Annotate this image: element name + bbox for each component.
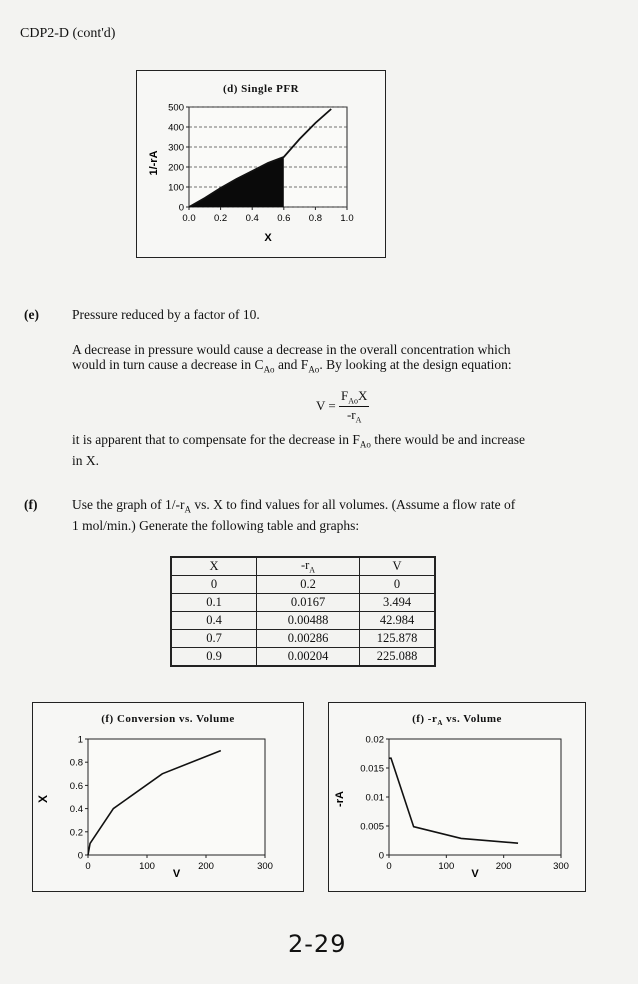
chart-f1-svg [33, 703, 303, 891]
section-e-line1: A decrease in pressure would cause a decrease in the overall concentration which [72, 342, 511, 357]
table-cell: 3.494 [360, 594, 436, 612]
figure-d-single-pfr [136, 70, 386, 258]
section-f-marker: (f) [24, 497, 38, 512]
header-v: V [360, 557, 436, 576]
equation-lhs: V = [316, 398, 336, 414]
y-tick-label: 0.005 [360, 821, 384, 833]
y-tick-label: 0.4 [69, 804, 83, 816]
y-tick-label: 0 [77, 850, 83, 862]
y-tick-label: 200 [168, 162, 184, 174]
equation-fraction [339, 388, 369, 424]
x-tick-label: 0 [85, 861, 91, 872]
y-tick-label: 500 [168, 102, 184, 114]
sub-cao: Ao [263, 364, 275, 375]
y-tick-label: 0.01 [365, 792, 384, 804]
table-cell: 0.1 [171, 594, 257, 612]
x-tick-label: 200 [198, 861, 214, 872]
table-cell: 0.0167 [257, 594, 360, 612]
y-tick-label: 400 [168, 122, 184, 134]
x-tick-label: 100 [438, 861, 455, 872]
table-cell: 0.9 [171, 648, 257, 667]
section-e-line2b: and F [274, 357, 309, 372]
x-tick-label: 0.8 [308, 213, 323, 224]
table-cell: 0 [360, 576, 436, 594]
x-tick-label: 0.0 [182, 213, 196, 224]
x-tick-label: 0.4 [245, 213, 259, 224]
x-tick-label: 200 [495, 861, 512, 872]
results-table [170, 556, 436, 667]
x-tick-label: 300 [257, 861, 273, 872]
table-cell: 0.7 [171, 630, 257, 648]
y-tick-label: 0.02 [365, 734, 384, 746]
table-cell: 0.00488 [257, 612, 360, 630]
table-row [171, 612, 435, 630]
y-tick-label: 0 [378, 850, 384, 862]
table-cell: 0.00204 [257, 648, 360, 667]
sub-fao: Ao [308, 364, 320, 375]
figure-f2-title: (f) $-r_A$ vs. Volume [412, 713, 502, 728]
table-cell: 0.2 [257, 576, 360, 594]
design-equation [316, 388, 369, 424]
table-row [171, 630, 435, 648]
figure-d-title: (d) Single PFR [222, 83, 300, 95]
y-tick-label: 0.6 [69, 780, 83, 792]
section-e-conclusion: it is apparent that to compensate for the decrease in $F_{Ao}$ there would be and increase in X. [72, 432, 525, 468]
x-tick-label: 300 [553, 861, 569, 872]
y-axis-label: -rA [334, 791, 346, 807]
y-tick-label: 300 [168, 142, 184, 154]
section-e-line2a: would in turn cause a decrease in C [72, 357, 264, 372]
y-tick-label: 0 [178, 202, 184, 214]
y-tick-label: 0.8 [69, 757, 83, 769]
table-cell: 225.088 [360, 648, 436, 667]
y-tick-label: 0.2 [69, 827, 83, 839]
chart-d-svg [137, 71, 385, 257]
y-tick-label: 1 [77, 734, 83, 746]
table-cell: 0.00286 [257, 630, 360, 648]
plot-area [389, 739, 561, 855]
section-e-heading: Pressure reduced by a factor of 10. [72, 307, 260, 322]
x-axis-label: V [172, 868, 181, 880]
table-cell: 0 [171, 576, 257, 594]
table-row [171, 594, 435, 612]
page-number: 2-29 [288, 930, 347, 958]
plot-area [88, 739, 265, 855]
y-tick-label: 0.015 [360, 763, 384, 775]
table-cell: 125.878 [360, 630, 436, 648]
x-tick-label: 0.6 [277, 213, 291, 224]
figure-f1-title: (f) Conversion vs. Volume [101, 713, 235, 725]
x-axis-label: V [471, 868, 479, 880]
header-ra: $-r_A$ [257, 557, 360, 576]
table-cell: 0.4 [171, 612, 257, 630]
header-x: X [171, 557, 257, 576]
x-tick-label: 0 [386, 861, 392, 872]
section-e-line2c: . By looking at the design equation: [319, 357, 512, 372]
table-header-row [171, 557, 435, 576]
y-tick-label: 100 [168, 182, 184, 194]
x-tick-label: 0.2 [213, 213, 228, 224]
y-axis-label: 1/-rA [148, 150, 160, 176]
page-header: CDP2-D (cont'd) [20, 26, 116, 41]
chart-f2-svg [329, 703, 585, 891]
equation-numerator: $F_{Ao}X$ [341, 388, 368, 406]
section-e-marker: (e) [24, 307, 39, 322]
section-e-paragraph [72, 342, 612, 378]
table-row [171, 576, 435, 594]
table-row [171, 648, 435, 667]
figure-f-rate [328, 702, 586, 892]
section-f-paragraph: Use the graph of $1/-r_A$ vs. X to find values for all volumes. (Assume a flow rate of 1 mol/min.) Generate the following table and graphs: [72, 497, 516, 533]
equation-denominator: $-r_A$ [346, 406, 362, 425]
y-axis-label: X [36, 794, 50, 804]
table-cell: 42.984 [360, 612, 436, 630]
x-axis-label: X [264, 232, 272, 244]
x-tick-label: 100 [139, 861, 155, 872]
x-tick-label: 1.0 [340, 213, 354, 224]
figure-f-conversion [32, 702, 304, 892]
